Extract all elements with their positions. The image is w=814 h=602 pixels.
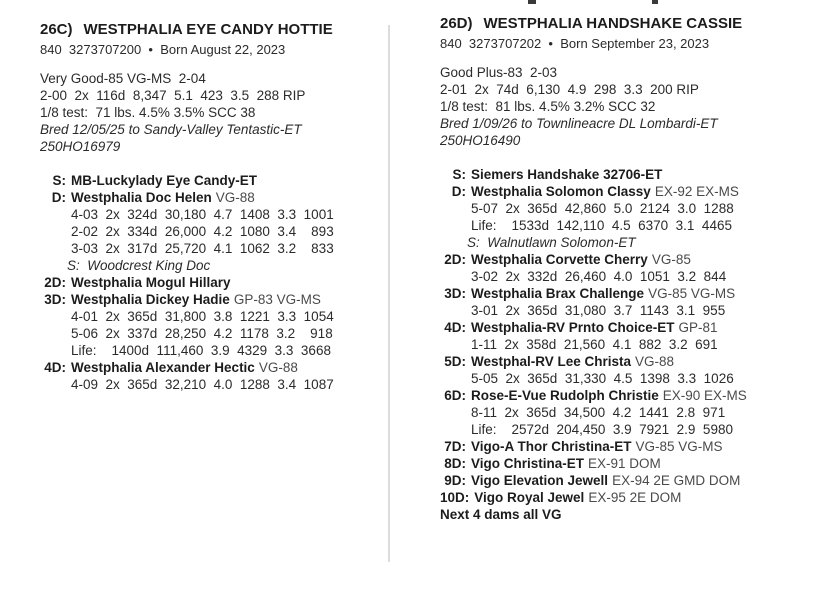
cropped-text-fragment	[652, 0, 658, 4]
ancestor-name: Westphalia Corvette Cherry	[471, 252, 648, 267]
ancestor-name: Westphalia Dickey Hadie	[71, 292, 230, 307]
classification-line: Good Plus-83 2-03	[440, 65, 558, 80]
classification-score: VG-85	[651, 252, 691, 267]
classification-score: EX-92 EX-MS	[654, 184, 739, 199]
lactation-record: 8-11 2x 365d 34,500 4.2 1441 2.8 971	[471, 405, 726, 420]
generation-label: S:	[452, 167, 466, 182]
generation-label: S:	[52, 173, 66, 188]
bred-sire-code: 250HO16979	[40, 139, 121, 154]
lot-number: 26D)	[440, 15, 473, 32]
lot-entry-26c	[40, 21, 386, 393]
generation-label: 10D:	[440, 490, 470, 505]
classification-score: VG-85 VG-MS	[635, 439, 723, 454]
generation-label: 8D:	[444, 456, 466, 471]
pedigree-entry-header	[440, 472, 812, 489]
cropped-text-fragment	[528, 0, 536, 4]
generation-label: 3D:	[44, 292, 66, 307]
classification-score: VG-88	[258, 360, 298, 375]
generation-label: 6D:	[444, 388, 466, 403]
pedigree-entry	[440, 353, 812, 387]
pedigree-entry-header	[40, 291, 386, 308]
pedigree-entry	[440, 455, 812, 472]
lot-entry-26d	[440, 15, 812, 523]
pedigree-entry-header	[440, 183, 812, 200]
generation-label: D:	[451, 184, 466, 199]
lactation-record: Life: 1533d 142,110 4.5 6370 3.1 4465	[471, 218, 732, 233]
pedigree-entry	[440, 319, 812, 353]
generation-label: 2D:	[44, 275, 66, 290]
classification-score: EX-95 2E DOM	[588, 490, 682, 505]
pedigree-entry-header	[40, 274, 386, 291]
pedigree-entry	[440, 251, 812, 285]
lactation-record: 2-02 2x 334d 26,000 4.2 1080 3.4 893	[71, 224, 334, 239]
lactation-record: 5-07 2x 365d 42,860 5.0 2124 3.0 1288	[471, 201, 734, 216]
next-dams-note: Next 4 dams all VG	[440, 507, 562, 522]
pedigree-entry-header	[440, 251, 812, 268]
performance-summary	[440, 64, 812, 115]
ancestor-name: Westphalia Doc Helen	[71, 190, 212, 205]
ancestor-name: Westphal-RV Lee Christa	[471, 354, 632, 369]
performance-summary	[40, 70, 386, 121]
sire-note: S: Walnutlawn Solomon-ET	[467, 235, 636, 250]
pedigree-entry-header	[440, 387, 812, 404]
pedigree-entry-header	[440, 489, 812, 506]
ancestor-name: Westphalia Solomon Classy	[471, 184, 651, 199]
generation-label: D:	[51, 190, 66, 205]
ancestor-name: Vigo Christina-ET	[471, 456, 585, 471]
classification-score: VG-88	[215, 190, 255, 205]
pedigree-entry	[440, 438, 812, 455]
ancestor-name: Westphalia-RV Prnto Choice-ET	[471, 320, 675, 335]
lactation-record: 1-11 2x 358d 21,560 4.1 882 3.2 691	[471, 337, 718, 352]
sire-note: S: Woodcrest King Doc	[67, 258, 211, 273]
lactation-record: 3-02 2x 332d 26,460 4.0 1051 3.2 844	[471, 269, 727, 284]
pedigree-entry-header	[440, 455, 812, 472]
lactation-record: 3-01 2x 365d 31,080 3.7 1143 3.1 955	[471, 303, 726, 318]
pedigree-entry	[40, 172, 386, 189]
pedigree-entry	[440, 285, 812, 319]
pedigree-entry-header	[440, 438, 812, 455]
pedigree-entry	[440, 166, 812, 183]
ancestor-name: Westphalia Alexander Hectic	[71, 360, 255, 375]
animal-name: WESTPHALIA EYE CANDY HOTTIE	[83, 21, 333, 38]
lactation-record: 5-05 2x 365d 31,330 4.5 1398 3.3 1026	[471, 371, 734, 386]
lactation-record: 4-03 2x 324d 30,180 4.7 1408 3.3 1001	[71, 207, 334, 222]
pedigree-list	[40, 172, 386, 393]
pedigree-list	[440, 166, 812, 506]
classification-score: EX-90 EX-MS	[662, 388, 747, 403]
breeding-info	[440, 115, 812, 149]
pedigree-entry-header	[440, 285, 812, 302]
pedigree-entry	[440, 183, 812, 251]
pedigree-entry	[40, 359, 386, 393]
ancestor-name: MB-Luckylady Eye Candy-ET	[71, 173, 258, 188]
generation-label: 7D:	[444, 439, 466, 454]
pedigree-entry-header	[440, 353, 812, 370]
column-divider	[388, 25, 390, 562]
breeding-info	[40, 121, 386, 155]
classification-score: EX-91 DOM	[588, 456, 661, 471]
pedigree-entry	[440, 387, 812, 438]
classification-score: EX-94 2E GMD DOM	[612, 473, 741, 488]
lactation-record: 4-01 2x 365d 31,800 3.8 1221 3.3 1054	[71, 309, 334, 324]
pedigree-entry	[440, 472, 812, 489]
lactation-record: Life: 1400d 111,460 3.9 4329 3.3 3668	[71, 343, 331, 358]
lactation-record: 5-06 2x 337d 28,250 4.2 1178 3.2 918	[71, 326, 333, 341]
entry-title	[440, 15, 812, 32]
ancestor-name: Rose-E-Vue Rudolph Christie	[471, 388, 659, 403]
ancestor-name: Siemers Handshake 32706-ET	[471, 167, 663, 182]
generation-label: 4D:	[44, 360, 66, 375]
test-line: 1/8 test: 81 lbs. 4.5% 3.2% SCC 32	[440, 99, 656, 114]
id-and-birthdate: 840 3273707200 • Born August 22, 2023	[40, 42, 286, 57]
classification-score: VG-85 VG-MS	[648, 286, 736, 301]
pedigree-entry-header	[40, 189, 386, 206]
generation-label: 9D:	[444, 473, 466, 488]
generation-label: 4D:	[444, 320, 466, 335]
classification-score: VG-88	[635, 354, 675, 369]
ancestor-name: Vigo-A Thor Christina-ET	[471, 439, 632, 454]
animal-name: WESTPHALIA HANDSHAKE CASSIE	[483, 15, 743, 32]
ancestor-name: Vigo Elevation Jewell	[471, 473, 609, 488]
pedigree-entry	[40, 274, 386, 291]
pedigree-entry-header	[440, 319, 812, 336]
classification-score: GP-81	[678, 320, 718, 335]
lactation-record: 3-03 2x 317d 25,720 4.1 1062 3.2 833	[71, 241, 334, 256]
ancestor-name: Westphalia Mogul Hillary	[71, 275, 231, 290]
pedigree-entry-header	[40, 359, 386, 376]
test-line: 1/8 test: 71 lbs. 4.5% 3.5% SCC 38	[40, 105, 256, 120]
entry-title	[40, 21, 386, 38]
generation-label: 5D:	[444, 354, 466, 369]
generation-label: 3D:	[444, 286, 466, 301]
bred-line: Bred 1/09/26 to Townlineacre DL Lombardi-ET	[440, 116, 718, 131]
pedigree-entry	[440, 489, 812, 506]
pedigree-entry-header	[40, 172, 386, 189]
bred-line: Bred 12/05/25 to Sandy-Valley Tentastic-ET	[40, 122, 302, 137]
lot-number: 26C)	[40, 21, 73, 38]
lactation-line: 2-00 2x 116d 8,347 5.1 423 3.5 288 RIP	[40, 88, 306, 103]
classification-score: GP-83 VG-MS	[233, 292, 321, 307]
lactation-record: 4-09 2x 365d 32,210 4.0 1288 3.4 1087	[71, 377, 334, 392]
lactation-record: Life: 2572d 204,450 3.9 7921 2.9 5980	[471, 422, 733, 437]
generation-label: 2D:	[444, 252, 466, 267]
ancestor-name: Westphalia Brax Challenge	[471, 286, 645, 301]
id-and-birthdate: 840 3273707202 • Born September 23, 2023	[440, 36, 710, 51]
pedigree-entry	[40, 291, 386, 359]
pedigree-entry	[40, 189, 386, 274]
ancestor-name: Vigo Royal Jewel	[474, 490, 585, 505]
bred-sire-code: 250HO16490	[440, 133, 521, 148]
pedigree-entry-header	[440, 166, 812, 183]
classification-line: Very Good-85 VG-MS 2-04	[40, 71, 206, 86]
lactation-line: 2-01 2x 74d 6,130 4.9 298 3.3 200 RIP	[440, 82, 699, 97]
